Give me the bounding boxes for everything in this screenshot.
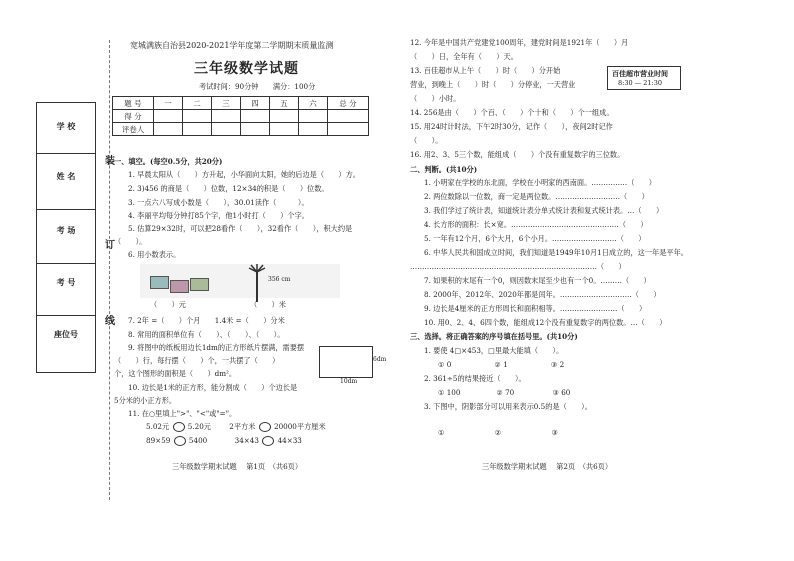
binding-mark-3: 线 — [105, 316, 115, 327]
compare-right: 20000平方厘米 — [274, 422, 326, 431]
compare-left: 5.02元 — [146, 422, 170, 431]
section3-heading: 三、选择。将正确答案的序号填在括号里。(共10分) — [410, 332, 578, 341]
side-label-seat: 座位号 — [54, 329, 78, 339]
compare-row-2 — [146, 436, 302, 446]
section2-heading: 二、判断。(共10分) — [410, 165, 478, 174]
choice-2: 2. 361÷5的结果接近（ ）。 — [424, 374, 526, 383]
exam-info: 考试时间：90分钟 满分：100分 — [199, 82, 316, 91]
score-header-cell: 四 — [241, 97, 270, 110]
compare-left: 89×59 — [146, 436, 171, 445]
compare-circle[interactable] — [259, 422, 271, 432]
side-divider — [37, 153, 95, 154]
store-hours-notice — [607, 66, 681, 90]
compare-right: 5400 — [188, 436, 208, 445]
choice-3-options: ① ② ③ — [438, 428, 558, 437]
tree-height-label: 356 cm — [268, 276, 291, 283]
banknote-image — [150, 276, 169, 289]
paperboard-rectangle — [319, 346, 373, 378]
judge-2: 2. 两位数除以一位数，商一定是两位数。………………………（ ） — [424, 192, 649, 201]
question-3: 3. 一点六八写成小数是（ ），30.01读作（ ）。 — [128, 198, 309, 207]
question-13: 13. 百佳超市从上午（ ）时（ ）分开始 — [410, 66, 561, 75]
exam-subtitle: 宽城满族自治县2020-2021学年度第二学期期末质量监测 — [130, 41, 334, 50]
question-12-cont: （ ）日，全年有（ ）天。 — [410, 52, 518, 61]
money-answer: （ ）元 — [150, 300, 186, 309]
rect-width-label: 10dm — [340, 378, 358, 385]
question-8: 8. 常用的面积单位有（ ）、（ ）、（ ）。 — [128, 330, 285, 339]
question-7: 7. 2年 =（ ）个月 1.4米 =（ ）分米 — [128, 316, 285, 325]
banknote-image — [170, 280, 189, 293]
compare-circle[interactable] — [262, 436, 274, 446]
compare-circle[interactable] — [173, 422, 185, 432]
judge-10: 10. 用0、2、4、6四个数，能组成12个没有重复数字的两位数。…（ ） — [424, 318, 667, 327]
judge-6-cont: ……………………………………………………………………（ ） — [410, 262, 626, 271]
question-6: 6. 用小数表示。 — [128, 250, 181, 259]
score-header-cell: 三 — [212, 97, 241, 110]
judge-4: 4. 长方形的面积：长×宽。………………………………………（ ） — [424, 220, 648, 229]
judge-8: 8. 2000年、2012年、2020年都是闰年。…………………………（ ） — [424, 290, 661, 299]
side-divider — [37, 209, 95, 210]
rect-height-label: 6dm — [373, 356, 387, 363]
judge-3: 3. 我们学过了统计表，知道统计表分单式统计表和复式统计表。…（ ） — [424, 206, 664, 215]
banknote-image — [190, 278, 209, 291]
score-header-cell: 二 — [183, 97, 212, 110]
footer-left: 三年级数学期末试题 第1页 （共6页） — [172, 462, 303, 471]
question-15-cont: （ ）。 — [410, 136, 443, 145]
question-9-cont2: 个，这个图形的面积是（ ）dm²。 — [114, 369, 237, 378]
judge-7: 7. 如果积的末尾有一个0，则因数末尾至少也有一个0。………（ ） — [424, 276, 651, 285]
notice-time: 8:30 — 21:30 — [618, 79, 662, 87]
question-9: 9. 将图中的纸板用边长1dm的正方形纸片摆满，需要摆 — [128, 343, 305, 352]
section1-heading: 一、填空。(每空0.5分，共20分) — [114, 157, 223, 166]
question-14: 14. 256是由（ ）个百、（ ）个十和（ ）个一组成。 — [410, 108, 614, 117]
side-label-name: 姓 名 — [56, 171, 76, 181]
question-16: 16. 用2、3、5三个数，能组成（ ）个没有重复数字的三位数。 — [410, 150, 625, 159]
choice-3: 3. 下图中，阴影部分可以用来表示0.5的是（ ）。 — [424, 402, 592, 411]
side-divider — [37, 263, 95, 264]
side-label-school: 学 校 — [56, 121, 76, 131]
choice-1: 1. 要使 4□×453，□里最大能填（ ）。 — [424, 346, 564, 355]
compare-left: 2平方米 — [229, 422, 256, 431]
score-table — [112, 96, 369, 136]
question-12: 12. 今年是中国共产党建党100周年，建党时间是1921年（ ）月 — [410, 38, 629, 47]
score-row-label: 得 分 — [113, 110, 154, 123]
palm-tree-icon — [248, 264, 266, 302]
question-9-cont: （ ）行，每行摆（ ）个，一共摆了（ ） — [114, 356, 280, 365]
compare-right: 44×33 — [277, 436, 302, 445]
score-header-cell: 总 分 — [328, 97, 369, 110]
footer-right: 三年级数学期末试题 第2页 （共6页） — [482, 462, 613, 471]
compare-circle[interactable] — [174, 436, 186, 446]
side-label-number: 考 号 — [56, 277, 76, 287]
question-5: 5. 估算29×32时，可以把28看作（ ），32看作（ ），积大约是 — [128, 224, 353, 233]
compare-right: 5.20元 — [187, 422, 211, 431]
grader-row-label: 评卷人 — [113, 123, 154, 136]
binding-mark-2: 订 — [105, 240, 115, 251]
choice-1-options: ① 0 ② 1 ③ 2 — [438, 360, 565, 369]
question-2: 2. 3)456 的商是（ ）位数，12×34的积是（ ）位数。 — [128, 184, 329, 193]
score-header-cell: 题 号 — [113, 97, 154, 110]
binding-line — [109, 40, 110, 500]
side-divider — [37, 315, 95, 316]
side-label-room: 考 场 — [56, 225, 76, 235]
question-15: 15. 用24时计时法，下午2时30分，记作（ ），夜间2时记作 — [410, 122, 613, 131]
judge-5: 5. 一年有12个月，6个大月，6个小月。………………………（ ） — [424, 234, 646, 243]
question-11: 11. 在○里填上">"、"<"或"="。 — [128, 409, 237, 418]
judge-9: 9. 边长是4厘米的正方形周长和面积相等。……………………（ ） — [424, 304, 647, 313]
student-info-table — [36, 102, 96, 373]
tree-answer: （ ）米 — [250, 300, 286, 309]
score-header-cell: 一 — [154, 97, 183, 110]
question-5-cont: （ ）。 — [114, 237, 147, 246]
question-10-cont: 5分米的小正方形。 — [114, 396, 177, 405]
choice-2-options: ① 100 ② 70 ③ 60 — [438, 388, 571, 397]
compare-left: 34×43 — [234, 436, 259, 445]
question-13-cont: 营业，到晚上（ ）时（ ）分停业，一天营业 — [410, 80, 576, 89]
exam-title: 三年级数学试题 — [194, 61, 299, 77]
judge-1: 1. 小明家在学校的东北面，学校在小明家的西南面。……………（ ） — [424, 178, 656, 187]
question-13-cont2: （ ）小时。 — [410, 94, 461, 103]
question-4: 4. 李丽平均每分钟打85个字，他1小时打（ ）个字。 — [128, 211, 309, 220]
notice-title: 百佳超市营业时间 — [612, 69, 668, 78]
binding-mark-1: 装 — [105, 156, 115, 167]
judge-6: 6. 中华人民共和国成立时间，我们知道是1949年10月1日成立的，这一年是平年。 — [424, 248, 688, 257]
question-10: 10. 边长是1米的正方形，能分割成（ ）个边长是 — [128, 383, 298, 392]
question-1: 1. 早晨太阳从（ ）方升起，小华面向太阳，她的后边是（ ）方。 — [128, 170, 360, 179]
score-header-cell: 五 — [270, 97, 299, 110]
compare-row-1 — [146, 422, 326, 432]
score-header-cell: 六 — [299, 97, 328, 110]
